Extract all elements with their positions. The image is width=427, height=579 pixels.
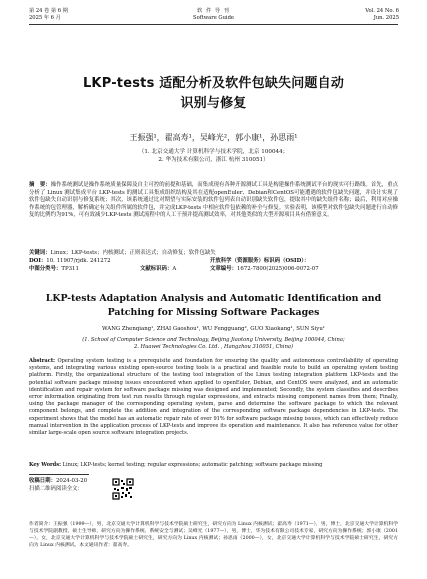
abstract-en-label: Abstract: (29, 358, 56, 364)
abstract-cn-label: 摘 要： (29, 182, 51, 188)
header-journal (0, 8, 427, 22)
article-number-label: 文章编号： (210, 266, 237, 272)
doi-value: 10. 11907/rjdk. 241272 (46, 258, 111, 264)
abstract-cn-text: 操作系统测试是操作系统质量保障及自主可控的前提和基础，而集成现有各种开源测试工具是构建操作系统测试平台的现实可行路线。首先，重点分析了 Linux 测试集成平台 LKP-tests 的测试工具集成组织结构及其在适配openEuler、Debian和CentOS可能遭遇的软件包缺失问题，并设计实现了软件包缺失自动识别与修复系统；其次，该系统通过比对期望与实际安装的软件包列表自动识别缺失软件包，提取其中的缺失组件名称；最后，利用对应操作系统的包管理器，解析确定有关组件所属的软件包，并完成LKP-tests 中相应软件包依赖的补全与修复。实验表明，该模型对软件包缺失问题进行自动修复的比例约为91%，可有效减少LKP-tests 测试流程中的人工干预并提高测试效率，对其他类似的大型开源项目具有借鉴意义。 (29, 182, 398, 219)
doc-code-label: 文献标识码： (140, 266, 173, 272)
paper-title-en-line1: LKP-tests Adaptation Analysis and Automatic Identification and (45, 293, 382, 304)
paper-title-cn-line1: LKP-tests 适配分析及软件包缺失问题自动 (82, 76, 345, 91)
oscid (210, 258, 309, 266)
authors-en: WANG Zhenqiang¹, ZHAI Gaoshou¹, WU Fengguang², GUO Xiaokang¹, SUN Siyu¹ (102, 326, 325, 332)
paper-title-cn-line2: 识别与修复 (180, 96, 247, 111)
keywords-en-text: Linux; LKP-tests; kernel testing; regular expressions; automatic patching; software package missing (62, 462, 323, 468)
keywords-cn-text: Linux；LKP-tests；内核测试；正则表达式；自动修复；软件包缺失 (50, 250, 216, 256)
doc-code-value: A (172, 266, 177, 272)
header-issue-date: 2025 年 6 月 (29, 15, 61, 21)
keywords-en (29, 462, 398, 469)
header-issue-cn: 第 24 卷 第 6 期 (29, 8, 68, 14)
article-number-value: 1672-7800(2025)006-0072-07 (236, 266, 319, 272)
header-journal-cn: 软 件 导 刊 (197, 8, 230, 14)
abstract-cn (29, 182, 398, 220)
paper-title-en (0, 292, 427, 319)
doc-code (140, 266, 176, 274)
affiliation-en-1: (1. School of Computer Science and Technology, Beijing Jiaotong University, Beijing 100044, China; (82, 337, 345, 343)
affiliation-en-2: 2. Huawei Technologies Co. Ltd. , Hangzhou 310051, China) (133, 344, 294, 350)
clc-label: 中图分类号： (29, 266, 62, 272)
affiliation-cn-1: （1. 北京交通大学 计算机科学与技术学院，北京 100044； (138, 149, 289, 155)
clc (29, 266, 79, 274)
header-volume (365, 8, 399, 22)
keywords-cn-label: 关键词： (29, 250, 51, 256)
author-bio: 作者简介：王振强（1999—），男，北京交通大学计算机科学与技术学院硕士研究生，研究方向为 Linux 内核测试；翟高寿（1971—），男，博士，北京交通大学计算机科学与技术学院副教授、硕士生导师，研究方向为操作系统、系统安全与测试；吴峰光（1977—），男，博士，华为技术有限公司技术专家，研究方向为操作系统；郭小康（2001—），女，北京交通大学计算机科学与技术学院硕士研究生，研究方向为 Linux 内核测试；孙思雨（2000—），女，北京交通大学计算机科学与技术学院硕士研究生，研究方向为 Linux 内核测试。本文通讯作者：翟高寿。 (29, 522, 398, 548)
header-volume-date: Jun. 2025 (373, 15, 399, 21)
authors-cn: 王振强¹，翟高寿¹，吴峰光²，郭小康¹，孙思雨¹ (129, 133, 298, 142)
doi (29, 258, 111, 266)
paper-title-cn (0, 74, 427, 114)
footnote-rule (29, 474, 89, 475)
received-value: 2024-03-20 (55, 478, 88, 484)
received-date (29, 478, 87, 486)
abstract-en-text: Operating system testing is a prerequisite and foundation for ensuring the quality and autonomous controllability of operating systems, and integrating various existing open-source testing tools is a practical and feasible route to build an operating system testing platform. Firstly, the organizational structure of the testing tool integration of the Linux testing integration platform LKP-tests and the potential software package missing issues encountered when applied to openEuler, Debian, and CentOS were analyzed, and an automatic identification and repair system for software package missing was designed and implemented; Secondly, the system classifies and describes error information originating from test run results through regular expressions, and extracts missing component names from them; Finally, using the package manager of the corresponding operating system, parse and determine the software package to which the relevant component belongs, and complete the addition and integration of the corresponding software package dependencies in LKP-tests. The experiment shows that the model has an automatic repair rate of over 91% for software package missing issues, which can effectively reduce manual intervention in the application process of LKP-tests and improve its operation and maintenance. It also has reference value for other similar large-scale open source software integration projects. (29, 358, 399, 437)
header-volume-number: Vol. 24 No. 6 (365, 8, 399, 14)
qr-label: 扫描二维码阅读全文： (29, 486, 83, 492)
clc-value: TP311 (61, 266, 79, 272)
paper-title-en-line2: Patching for Missing Software Packages (107, 306, 320, 318)
doi-label: DOI： (29, 258, 47, 264)
abstract-en (29, 358, 398, 437)
header-journal-en: Software Guide (193, 15, 234, 21)
header-rule (29, 24, 398, 25)
received-label: 收稿日期： (29, 478, 56, 484)
keywords-en-label: Key Words: (29, 462, 61, 468)
keywords-cn (29, 250, 398, 258)
qr-code-icon[interactable] (112, 478, 134, 500)
oscid-label: 开放科学（资源服务）标识码（OSID）： (210, 258, 310, 264)
affiliation-cn-2: 2. 华为技术有限公司，浙江 杭州 310051） (158, 157, 269, 163)
article-number (210, 266, 319, 274)
